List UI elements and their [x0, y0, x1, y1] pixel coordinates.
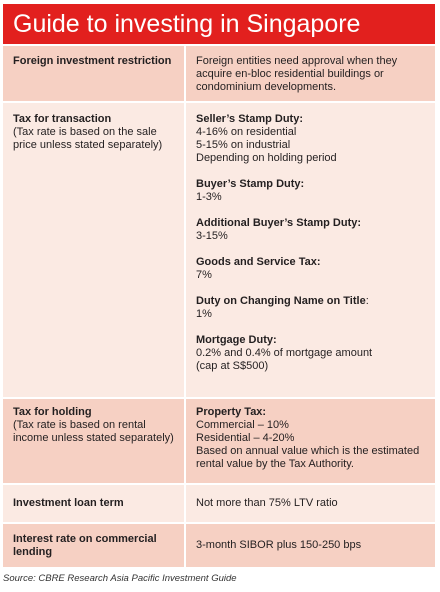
table-row-foreign-investment [3, 46, 435, 101]
buyers-stamp-duty-value: 1-3% [196, 191, 222, 203]
row-value-cell [186, 539, 435, 552]
duty-changing-name-title: Duty on Changing Name on Title [196, 295, 366, 307]
mortgage-duty-rate: 0.2% and 0.4% of mortgage amount [196, 347, 373, 359]
row-label: Interest rate on commercial lending [13, 533, 157, 558]
duty-changing-name-value: 1% [196, 308, 212, 320]
sellers-stamp-duty-title: Seller’s Stamp Duty: [196, 113, 303, 125]
sellers-stamp-duty-industrial: 5-15% on industrial [196, 139, 291, 151]
row-value-cell [186, 55, 435, 94]
row-value: Not more than 75% LTV ratio [196, 497, 338, 509]
property-tax-note: Based on annual value which is the estimated rental value by the Tax Authority. [196, 445, 420, 470]
row-label-cell [3, 533, 184, 559]
row-value-cell [186, 406, 435, 471]
row-note: (Tax rate is based on the sale price unless stated separately) [13, 126, 163, 151]
additional-buyers-stamp-duty-title: Additional Buyer’s Stamp Duty: [196, 217, 362, 229]
mortgage-duty-cap: (cap at S$500) [196, 360, 269, 372]
row-label-cell [3, 113, 184, 152]
property-tax-title: Property Tax: [196, 406, 267, 418]
source-note: Source: CBRE Research Asia Pacific Investment Guide [3, 573, 237, 584]
investment-table [3, 46, 435, 567]
sellers-stamp-duty-residential: 4-16% on residential [196, 126, 297, 138]
row-label-cell [3, 497, 184, 510]
row-value: 3-month SIBOR plus 150-250 bps [196, 539, 362, 551]
table-row-tax-transaction [3, 103, 435, 397]
page-title: Guide to investing in Singapore [3, 4, 435, 44]
row-label: Foreign investment restriction [13, 55, 172, 67]
additional-buyers-stamp-duty-value: 3-15% [196, 230, 228, 242]
gst-value: 7% [196, 269, 212, 281]
row-value: Foreign entities need approval when they acquire en-bloc residential buildings or condominium developments. [196, 55, 398, 93]
table-row-interest-rate [3, 524, 435, 567]
table-row-tax-holding [3, 399, 435, 483]
property-tax-commercial: Commercial – 10% [196, 419, 289, 431]
buyers-stamp-duty-title: Buyer’s Stamp Duty: [196, 178, 305, 190]
row-label-cell [3, 406, 184, 445]
row-value-cell [186, 497, 435, 510]
row-label: Investment loan term [13, 497, 124, 509]
mortgage-duty-title: Mortgage Duty: [196, 334, 277, 346]
sellers-stamp-duty-note: Depending on holding period [196, 152, 337, 164]
duty-changing-name-title-line [196, 295, 429, 308]
table-row-loan-term [3, 485, 435, 522]
duty-changing-name-colon: : [365, 295, 369, 307]
gst-title: Goods and Service Tax: [196, 256, 321, 268]
row-label: Tax for holding [13, 406, 92, 418]
row-label-cell [3, 55, 184, 68]
row-label: Tax for transaction [13, 113, 112, 125]
property-tax-residential: Residential – 4-20% [196, 432, 295, 444]
row-value-cell [186, 113, 435, 373]
row-note: (Tax rate is based on rental income unless stated separately) [13, 419, 174, 444]
